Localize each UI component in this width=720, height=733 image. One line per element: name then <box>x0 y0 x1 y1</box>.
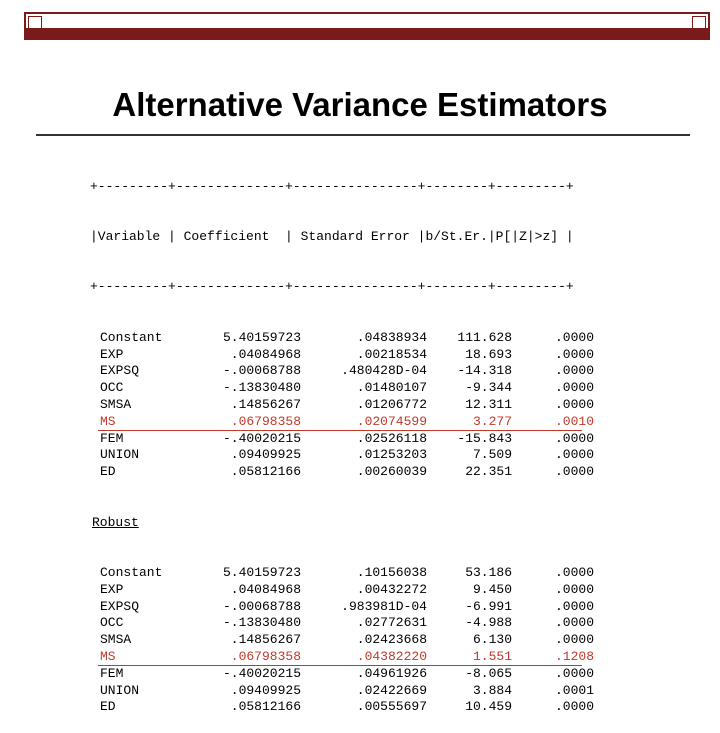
p-value-cell: .0000 <box>554 430 594 446</box>
variable-cell: ED <box>100 699 116 715</box>
t-stat-cell: 18.693 <box>465 346 512 362</box>
p-value-cell: .0000 <box>554 699 594 715</box>
variable-cell: OCC <box>100 615 124 631</box>
p-value-cell: .0000 <box>554 598 594 614</box>
table-row <box>90 599 650 616</box>
table-header <box>90 229 650 246</box>
variable-cell: EXP <box>100 581 124 597</box>
p-value-cell: .0000 <box>554 396 594 412</box>
variable-cell: FEM <box>100 665 124 681</box>
table-row <box>90 397 650 414</box>
table-row <box>90 414 650 431</box>
coefficient-cell: .05812166 <box>230 699 301 715</box>
std-error-cell: .02074599 <box>356 413 427 429</box>
table-row <box>90 347 650 364</box>
std-error-cell: .01253203 <box>356 447 427 463</box>
table-row <box>90 615 650 632</box>
variable-cell: UNION <box>100 447 140 463</box>
variable-cell: FEM <box>100 430 124 446</box>
p-value-cell: .0000 <box>554 363 594 379</box>
t-stat-cell: -14.318 <box>457 363 512 379</box>
table-row <box>90 699 650 716</box>
regression-output-table <box>90 145 650 733</box>
coefficient-cell: .06798358 <box>230 648 301 664</box>
p-value-cell: .0000 <box>554 581 594 597</box>
t-stat-cell: 53.186 <box>465 564 512 580</box>
table-row <box>90 649 650 666</box>
slide-title: Alternative Variance Estimators <box>112 86 608 123</box>
t-stat-cell: 111.628 <box>457 329 512 345</box>
std-error-cell: .00432272 <box>356 581 427 597</box>
table-row <box>90 363 650 380</box>
std-error-cell: .00260039 <box>356 464 427 480</box>
title-bar-decoration <box>24 12 710 40</box>
table-row <box>90 565 650 582</box>
variable-cell: Constant <box>100 329 163 345</box>
variable-cell: ED <box>100 464 116 480</box>
border-line: +---------+--------------+----------------+--------+---------+ <box>90 279 574 295</box>
p-value-cell: .0000 <box>554 346 594 362</box>
p-value-cell: .0000 <box>554 464 594 480</box>
t-stat-cell: -9.344 <box>465 380 512 396</box>
p-value-cell: .0000 <box>554 380 594 396</box>
t-stat-cell: 22.351 <box>465 464 512 480</box>
t-stat-cell: 3.884 <box>472 682 512 698</box>
t-stat-cell: -6.991 <box>465 598 512 614</box>
t-stat-cell: -15.843 <box>457 430 512 446</box>
variable-cell: OCC <box>100 380 124 396</box>
variable-cell: EXPSQ <box>100 363 140 379</box>
t-stat-cell: -8.065 <box>465 665 512 681</box>
coefficient-cell: 5.40159723 <box>222 564 301 580</box>
p-value-cell: .0000 <box>554 665 594 681</box>
header-line: |Variable | Coefficient | Standard Error |b/St.Er.|P[|Z|>z] | <box>90 228 574 244</box>
t-stat-cell: 9.450 <box>472 581 512 597</box>
std-error-cell: .01480107 <box>356 380 427 396</box>
variable-cell: UNION <box>100 682 140 698</box>
table-row <box>90 632 650 649</box>
variable-cell: EXPSQ <box>100 598 140 614</box>
t-stat-cell: 7.509 <box>472 447 512 463</box>
std-error-cell: .04382220 <box>356 648 427 664</box>
p-value-cell: .1208 <box>554 648 594 664</box>
std-error-cell: .983981D-04 <box>341 598 427 614</box>
p-value-cell: .0000 <box>554 329 594 345</box>
coefficient-cell: -.13830480 <box>222 380 301 396</box>
t-stat-cell: 3.277 <box>472 413 512 429</box>
accent-stripe <box>26 28 708 38</box>
table-border-mid <box>90 279 650 296</box>
coefficient-cell: .09409925 <box>230 682 301 698</box>
std-error-cell: .04961926 <box>356 665 427 681</box>
std-error-cell: .480428D-04 <box>341 363 427 379</box>
coefficient-cell: -.40020215 <box>222 430 301 446</box>
coefficient-cell: -.00068788 <box>222 363 301 379</box>
std-error-cell: .00218534 <box>356 346 427 362</box>
title-divider <box>36 134 690 136</box>
robust-label: Robust <box>92 514 139 530</box>
t-stat-cell: 1.551 <box>472 648 512 664</box>
table-row <box>90 447 650 464</box>
std-error-cell: .01206772 <box>356 396 427 412</box>
std-error-cell: .10156038 <box>356 564 427 580</box>
p-value-cell: .0000 <box>554 632 594 648</box>
table-row <box>90 683 650 700</box>
table-row <box>90 582 650 599</box>
coefficient-cell: -.00068788 <box>222 598 301 614</box>
p-value-cell: .0010 <box>554 413 594 429</box>
t-stat-cell: 10.459 <box>465 699 512 715</box>
table-border-top <box>90 179 650 196</box>
coefficient-cell: .14856267 <box>230 632 301 648</box>
variable-cell: MS <box>100 648 116 664</box>
variable-cell: EXP <box>100 346 124 362</box>
coefficient-cell: -.40020215 <box>222 665 301 681</box>
coefficient-cell: .04084968 <box>230 581 301 597</box>
coefficient-cell: -.13830480 <box>222 615 301 631</box>
t-stat-cell: 12.311 <box>465 396 512 412</box>
table-row <box>90 380 650 397</box>
coefficient-cell: .14856267 <box>230 396 301 412</box>
coefficient-cell: .05812166 <box>230 464 301 480</box>
border-line: +---------+--------------+----------------+--------+---------+ <box>90 178 574 194</box>
std-error-cell: .00555697 <box>356 699 427 715</box>
std-error-cell: .02526118 <box>356 430 427 446</box>
std-error-cell: .02422669 <box>356 682 427 698</box>
variable-cell: MS <box>100 413 116 429</box>
variable-cell: SMSA <box>100 396 132 412</box>
variable-cell: Constant <box>100 564 163 580</box>
table-row <box>90 431 650 448</box>
coefficient-cell: .04084968 <box>230 346 301 362</box>
coefficient-cell: 5.40159723 <box>222 329 301 345</box>
std-error-cell: .02423668 <box>356 632 427 648</box>
p-value-cell: .0000 <box>554 615 594 631</box>
robust-section-label <box>90 515 650 532</box>
p-value-cell: .0000 <box>554 564 594 580</box>
variable-cell: SMSA <box>100 632 132 648</box>
std-error-cell: .04838934 <box>356 329 427 345</box>
t-stat-cell: -4.988 <box>465 615 512 631</box>
t-stat-cell: 6.130 <box>472 632 512 648</box>
coefficient-cell: .06798358 <box>230 413 301 429</box>
p-value-cell: .0001 <box>554 682 594 698</box>
table-row <box>90 330 650 347</box>
table-row <box>90 464 650 481</box>
coefficient-cell: .09409925 <box>230 447 301 463</box>
p-value-cell: .0000 <box>554 447 594 463</box>
std-error-cell: .02772631 <box>356 615 427 631</box>
table-row <box>90 666 650 683</box>
